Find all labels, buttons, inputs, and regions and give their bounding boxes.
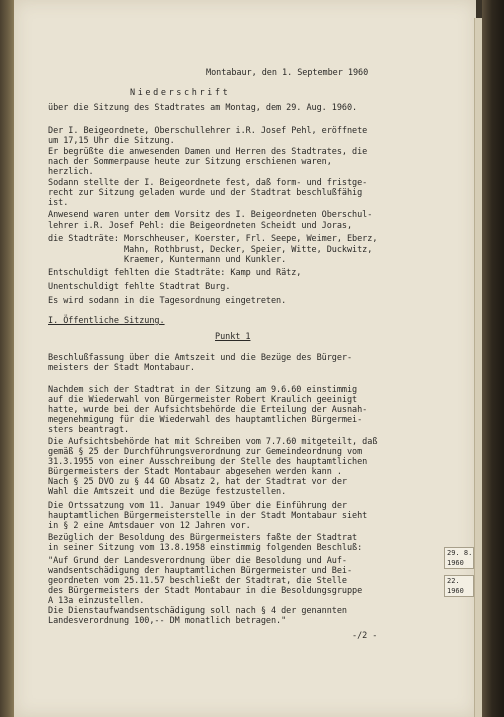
page-footer: -/2 - (352, 631, 378, 641)
attendance-line: Mahn, Rothbrust, Decker, Speier, Witte, Duckwitz, (48, 245, 373, 255)
body-line: A 13a einzustellen. (48, 596, 145, 606)
body-line: Bezüglich der Besoldung des Bürgermeisters faßte der Stadtrat (48, 533, 358, 543)
date-line: Montabaur, den 1. September 1960 (206, 68, 369, 78)
body-line: geordneten vom 25.11.57 beschließt der Stadtrat, die Stelle (48, 576, 347, 586)
body-line: gemäß § 25 der Durchführungsverordnung zur Gemeindeordnung vom (48, 447, 363, 457)
document-subtitle: über die Sitzung des Stadtrates am Montag, dem 29. Aug. 1960. (48, 103, 358, 113)
body-line: in § 2 eine Amtsdauer von 12 Jahren vor. (48, 521, 251, 531)
body-line: 31.3.1955 von einer Ausschreibung der Stelle des hauptamtlichen (48, 457, 368, 467)
margin-tag-line: 1960 (447, 559, 464, 567)
excused-line: Entschuldigt fehlten die Stadträte: Kamp und Rätz, (48, 268, 302, 278)
body-line: Landesverordnung 100,-- DM monatlich betragen." (48, 616, 287, 626)
agenda-item-label: Punkt 1 (215, 332, 251, 342)
body-line: Nachdem sich der Stadtrat in der Sitzung am 9.6.60 einstimmig (48, 385, 358, 395)
intro-line: ist. (48, 198, 69, 208)
intro-line: herzlich. (48, 167, 94, 177)
margin-tag (444, 575, 474, 597)
binder-left-edge (0, 0, 14, 717)
section-title: I. Öffentliche Sitzung. (48, 316, 165, 326)
attendance-line: Kraemer, Kuntermann und Kunkler. (48, 255, 287, 265)
intro-line: recht zur Sitzung geladen wurde und der Stadtrat beschlußfähig (48, 188, 363, 198)
body-line: Wahl die Amtszeit und die Bezüge festzustellen. (48, 487, 287, 497)
body-line: Die Aufsichtsbehörde hat mit Schreiben vom 7.7.60 mitgeteilt, daß (48, 437, 378, 447)
body-line: Nach § 25 DVO zu § 44 GO Absatz 2, hat der Stadtrat vor der (48, 477, 347, 487)
body-line: in seiner Sitzung vom 13.8.1958 einstimmig folgenden Beschluß: (48, 543, 363, 553)
body-line: "Auf Grund der Landesverordnung über die Besoldung und Auf- (48, 556, 347, 566)
margin-tag (444, 547, 474, 569)
attendance-line: lehrer i.R. Josef Pehl: die Beigeordneten Scheidt und Joras, (48, 221, 353, 231)
intro-line: um 17,15 Uhr die Sitzung. (48, 136, 175, 146)
body-line: wandsentschädigung der hauptamtlichen Bürgermeister und Bei- (48, 566, 353, 576)
body-line: Die Ortssatzung vom 11. Januar 1949 über die Einführung der (48, 501, 347, 511)
intro-line: nach der Sommerpause heute zur Sitzung erschienen waren, (48, 157, 332, 167)
document-title: Niederschrift (130, 88, 231, 98)
body-line: megenehmigung für die Wiederwahl des hauptamtlichen Bürgermei- (48, 415, 363, 425)
agenda-item-heading: meisters der Stadt Montabaur. (48, 363, 195, 373)
body-line: hauptamtlichen Bürgermeisterstelle in der Stadt Montabaur sieht (48, 511, 368, 521)
body-line: des Bürgermeisters der Stadt Montabaur in die Besoldungsgruppe (48, 586, 363, 596)
agenda-start-line: Es wird sodann in die Tagesordnung eingetreten. (48, 296, 287, 306)
margin-tag-line: 22. (447, 577, 460, 585)
intro-line: Er begrüßte die anwesenden Damen und Herren des Stadtrates, die (48, 147, 368, 157)
unexcused-line: Unentschuldigt fehlte Stadtrat Burg. (48, 282, 231, 292)
intro-line: Sodann stellte der I. Beigeordnete fest, daß form- und fristge- (48, 178, 368, 188)
margin-tag-line: 1960 (447, 587, 464, 595)
body-line: auf die Wiederwahl von Bürgermeister Robert Kraulich geeinigt (48, 395, 358, 405)
binder-right-edge (482, 0, 504, 717)
body-line: Bürgermeisters der Stadt Montabaur abgesehen werden kann . (48, 467, 342, 477)
attendance-line: die Stadträte: Morschheuser, Koerster, Frl. Seepe, Weimer, Eberz, (48, 234, 378, 244)
margin-tag-line: 29. 8. (447, 549, 473, 557)
body-line: Die Dienstaufwandsentschädigung soll nach § 4 der genannten (48, 606, 347, 616)
body-line: hatte, wurde bei der Aufsichtsbehörde die Erteilung der Ausnah- (48, 405, 368, 415)
attendance-line: Anwesend waren unter dem Vorsitz des I. Beigeordneten Oberschul- (48, 210, 373, 220)
agenda-item-heading: Beschlußfassung über die Amtszeit und die Bezüge des Bürger- (48, 353, 353, 363)
body-line: sters beantragt. (48, 425, 130, 435)
intro-line: Der I. Beigeordnete, Oberschullehrer i.R. Josef Pehl, eröffnete (48, 126, 368, 136)
